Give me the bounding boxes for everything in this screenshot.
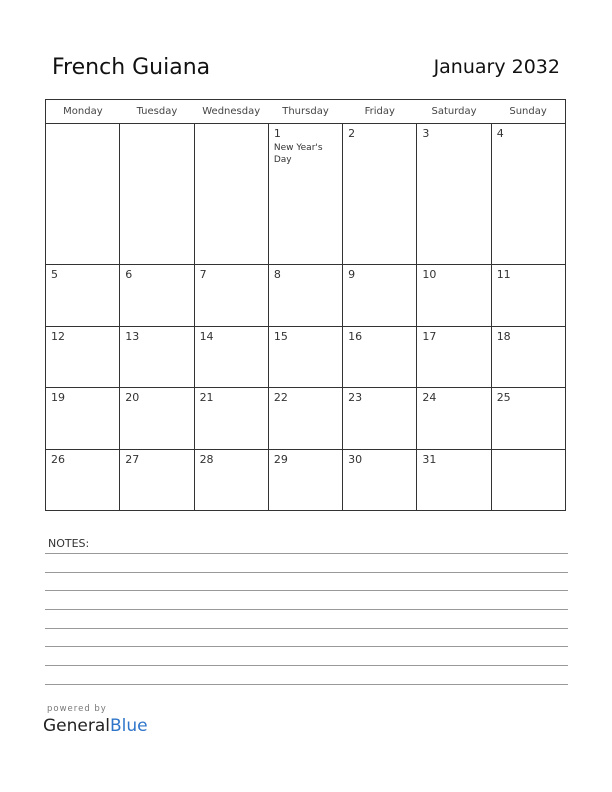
day-cell: [491, 326, 565, 387]
day-cell: [268, 449, 342, 510]
weekday-thursday: Thursday: [268, 100, 342, 124]
weekday-sunday: Sunday: [491, 100, 565, 124]
day-cell: [46, 265, 120, 326]
day-cell: [46, 449, 120, 510]
day-number: 30: [348, 452, 363, 466]
day-number: 10: [422, 268, 437, 282]
day-cell: [417, 449, 491, 510]
note-line: [45, 590, 568, 591]
day-cell: [120, 326, 194, 387]
weekday-monday: Monday: [46, 100, 120, 124]
day-cell: [491, 124, 565, 265]
note-line: [45, 684, 568, 685]
day-cell: [343, 265, 417, 326]
holiday-label: New Year's Day: [273, 143, 323, 165]
day-number: 9: [348, 268, 356, 282]
day-cell: [194, 388, 268, 449]
weekday-saturday: Saturday: [417, 100, 491, 124]
day-number: 12: [51, 329, 65, 343]
day-cell: [343, 449, 417, 510]
day-number: 15: [273, 329, 288, 343]
brand-logo: [43, 716, 148, 736]
day-number: 5: [51, 268, 58, 282]
day-cell: [343, 388, 417, 449]
note-line: [45, 646, 568, 647]
day-cell: [194, 124, 268, 265]
note-line: [45, 572, 568, 573]
day-cell: [46, 124, 120, 265]
day-cell: [268, 388, 342, 449]
day-cell: [417, 265, 491, 326]
day-cell: [194, 449, 268, 510]
day-cell: [268, 265, 342, 326]
day-number: 3: [422, 127, 430, 140]
day-number: 20: [125, 391, 140, 405]
day-number: 6: [125, 268, 133, 282]
day-number: 27: [125, 452, 140, 466]
note-line: [45, 628, 568, 629]
day-number: 26: [51, 452, 65, 466]
day-cell: [491, 388, 565, 449]
note-line: [45, 665, 568, 666]
day-number: 8: [273, 268, 281, 282]
weekday-friday: Friday: [343, 100, 417, 124]
day-cell: [491, 449, 565, 510]
day-cell: [120, 388, 194, 449]
weekday-tuesday: Tuesday: [120, 100, 194, 124]
day-cell: [120, 449, 194, 510]
day-number: 4: [496, 127, 504, 140]
day-cell: [194, 326, 268, 387]
day-number: 14: [199, 329, 214, 343]
day-number: 29: [273, 452, 288, 466]
day-number: 11: [496, 268, 511, 282]
day-number: 16: [348, 329, 363, 343]
day-number: 28: [199, 452, 214, 466]
brand-blue: Blue: [110, 716, 148, 736]
week-row: [46, 124, 566, 265]
day-cell: [120, 124, 194, 265]
month-title: January 2032: [433, 56, 560, 78]
day-number: 13: [125, 329, 140, 343]
week-row: [46, 265, 566, 326]
day-cell: [46, 388, 120, 449]
day-cell: [268, 124, 342, 265]
notes-label: NOTES:: [48, 537, 90, 550]
day-number: 19: [51, 391, 65, 405]
note-line: [45, 553, 568, 554]
day-cell: [46, 326, 120, 387]
day-number: 31: [422, 452, 437, 466]
brand-general: General: [43, 716, 110, 736]
day-cell: [343, 124, 417, 265]
day-cell: [417, 124, 491, 265]
day-cell: [120, 265, 194, 326]
day-number: 24: [422, 391, 437, 405]
day-cell: [417, 388, 491, 449]
day-number: 18: [496, 329, 511, 343]
note-line: [45, 609, 568, 610]
country-title: French Guiana: [52, 55, 211, 80]
week-row: [46, 449, 566, 510]
day-number: 1: [273, 127, 281, 140]
week-row: [46, 326, 566, 387]
day-number: 21: [199, 391, 214, 405]
weekday-header-row: [46, 100, 566, 124]
day-cell: [343, 326, 417, 387]
day-cell: [491, 265, 565, 326]
day-cell: [417, 326, 491, 387]
week-row: [46, 388, 566, 449]
day-number: 17: [422, 329, 437, 343]
day-number: 25: [496, 391, 511, 405]
calendar-grid: [45, 99, 566, 511]
day-number: 22: [273, 391, 288, 405]
day-number: 2: [348, 127, 356, 140]
day-cell: [268, 326, 342, 387]
weekday-wednesday: Wednesday: [194, 100, 268, 124]
day-number: 7: [199, 268, 207, 282]
day-number: 23: [348, 391, 363, 405]
day-cell: [194, 265, 268, 326]
powered-by-text: powered by: [47, 704, 107, 714]
